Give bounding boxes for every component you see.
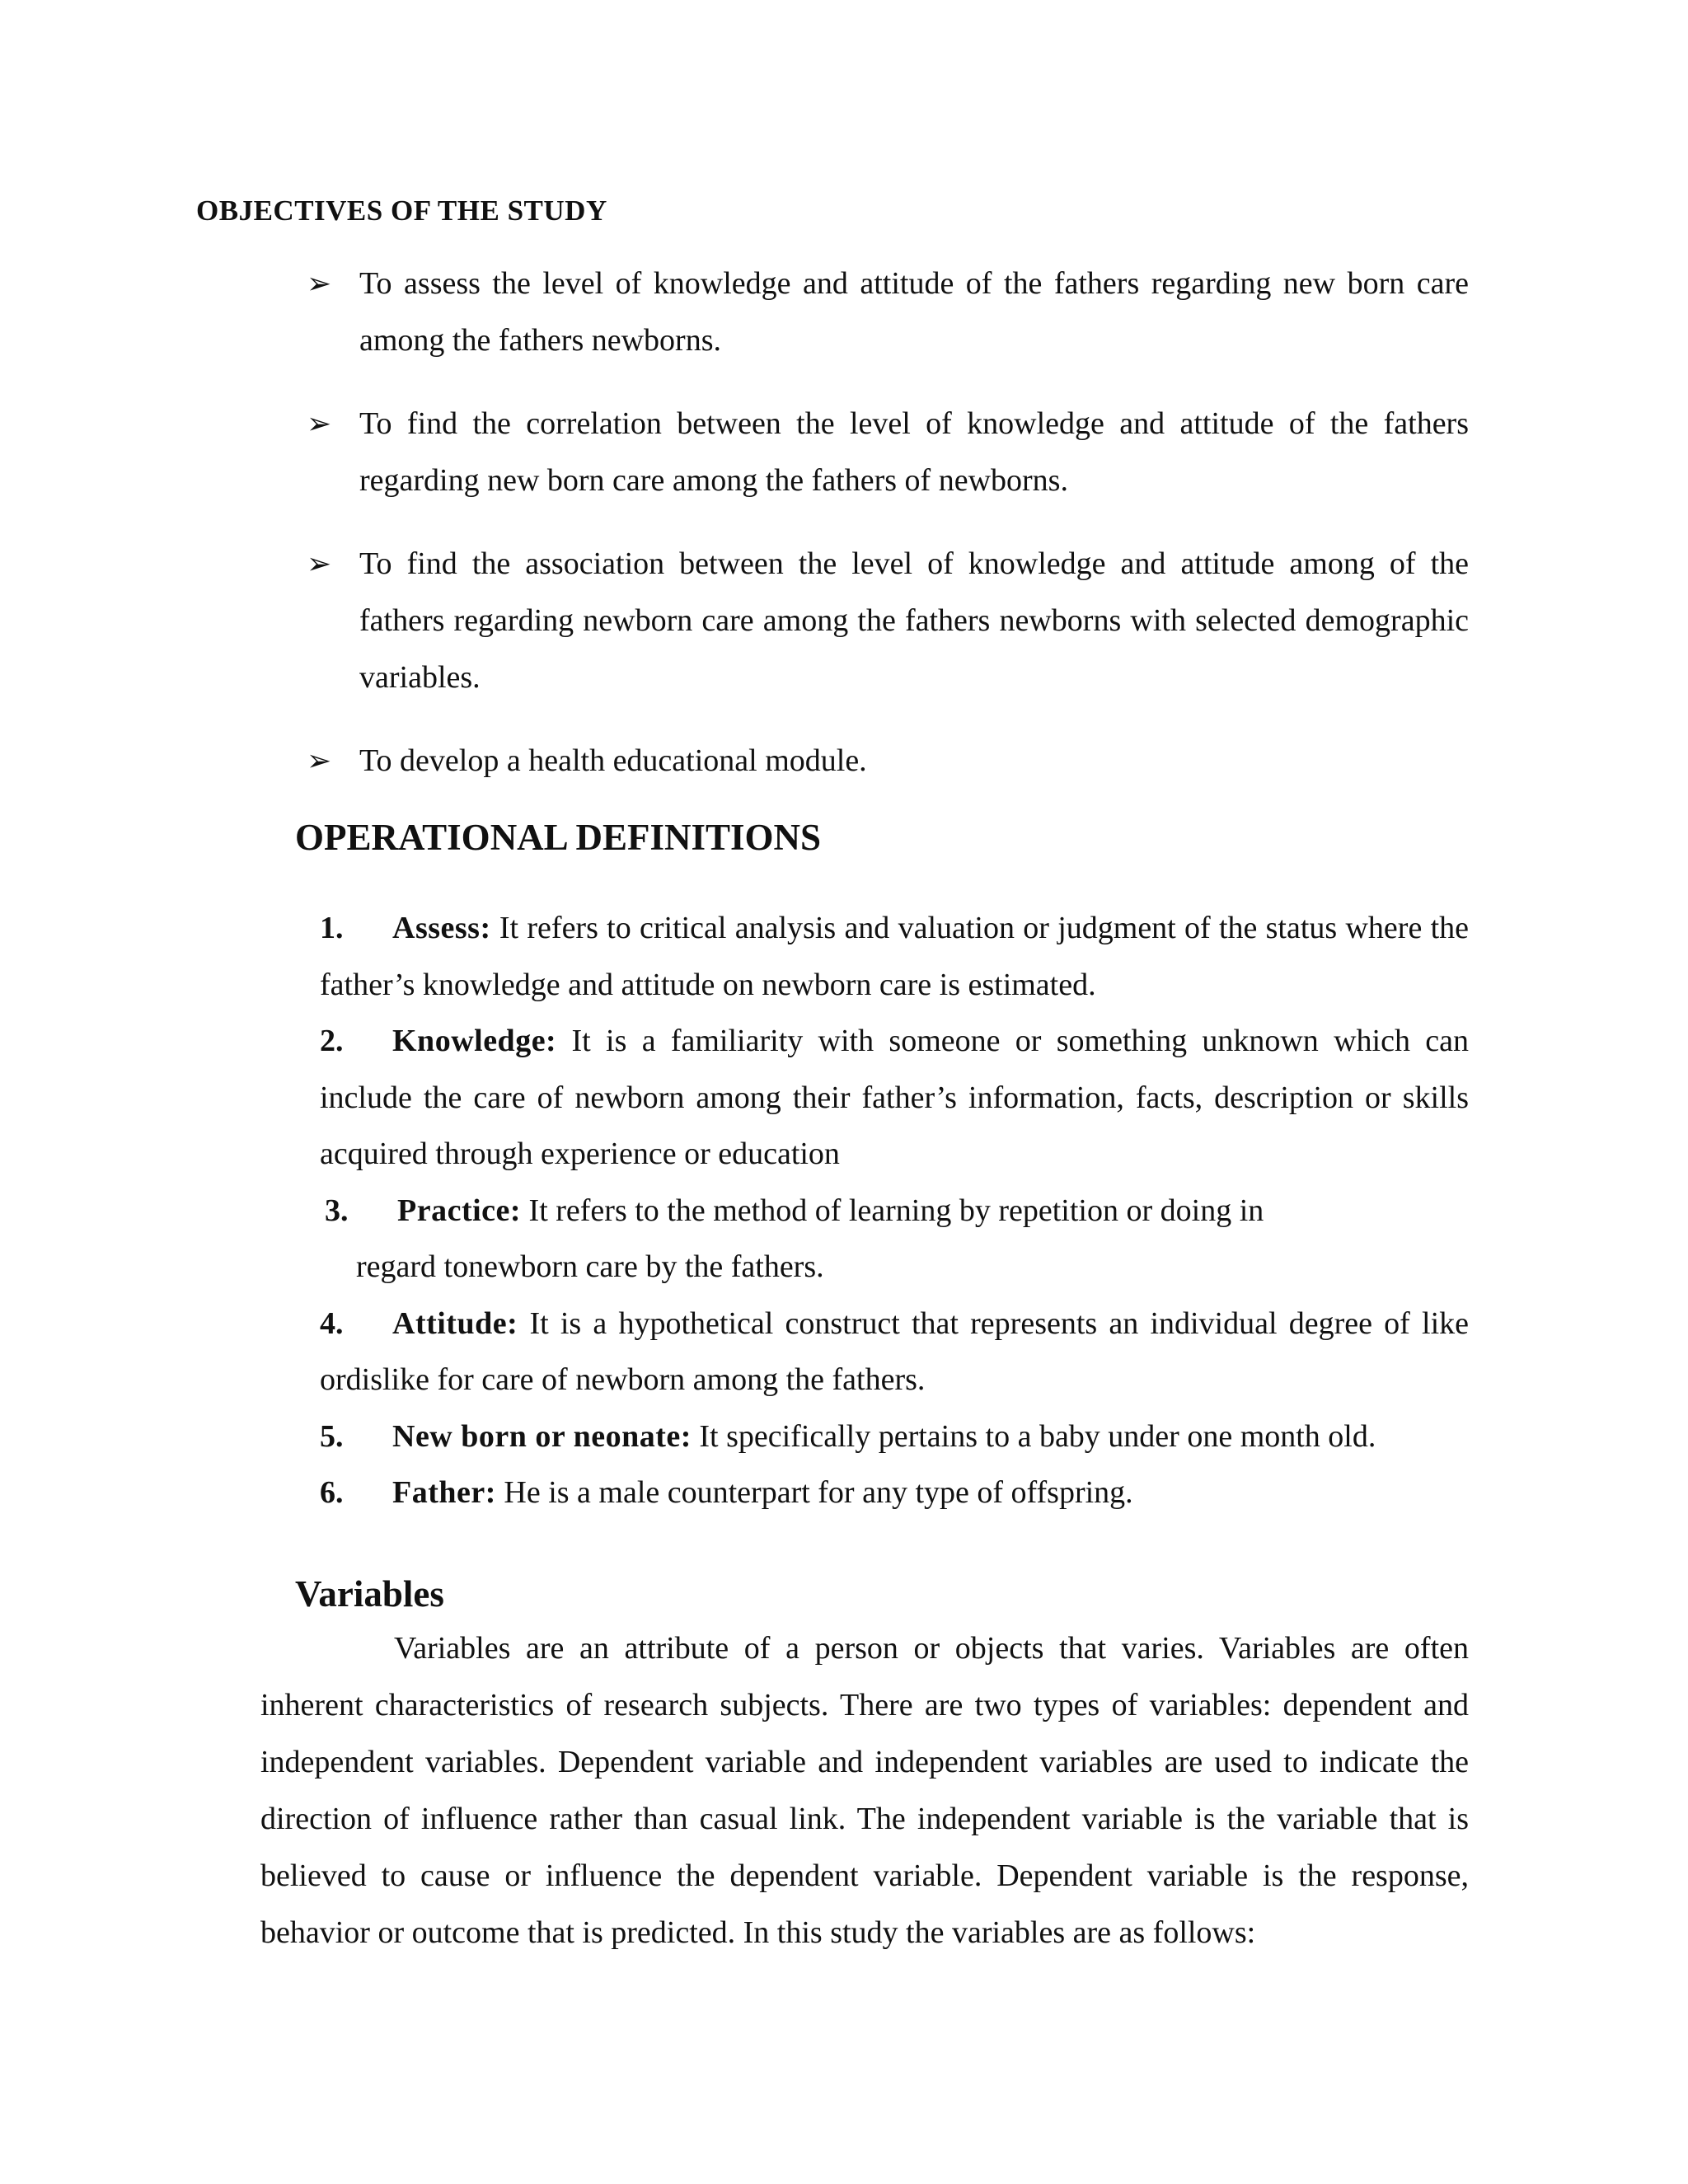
definition-number: 6. xyxy=(320,1475,344,1510)
variables-heading: Variables xyxy=(295,1573,444,1615)
objectives-list xyxy=(307,255,1469,816)
definition-item xyxy=(320,900,1469,1013)
objective-item xyxy=(307,255,1469,369)
definition-item xyxy=(320,1296,1469,1408)
objective-item xyxy=(307,536,1469,706)
definition-text: It refers to the method of learning by repetition or doing in xyxy=(528,1193,1264,1228)
definition-term: Knowledge: xyxy=(392,1024,557,1058)
definition-item xyxy=(320,1013,1469,1183)
definition-text: It is a familiarity with someone or something unknown which can include the care of newborn among their father’s information, facts, description or skills acquired through experience or education xyxy=(320,1024,1470,1171)
definition-number: 4. xyxy=(320,1305,344,1341)
definition-text: He is a male counterpart for any type of offspring. xyxy=(504,1475,1133,1510)
variables-paragraph: Variables are an attribute of a person or objects that varies. Variables are often inherent characteristics of research subjects. There are two types of variables: dependent and independent variables. Dependent variable and independent variables are used to indicate the direction of influence rather than casual link. The independent variable is the variable that is believed to cause or influence the dependent variable. Dependent variable is the response, behavior or outcome that is predicted. In this study the variables are as follows: xyxy=(260,1631,1469,1950)
definitions-list xyxy=(320,900,1469,1521)
objective-text: To assess the level of knowledge and attitude of the fathers regarding new born care among the fathers newborns. xyxy=(359,266,1469,358)
definition-term: Assess: xyxy=(392,911,491,945)
objective-text: To find the correlation between the level of knowledge and attitude of the fathers regarding new born care among the fathers of newborns. xyxy=(359,406,1469,498)
objective-text: To find the association between the level of knowledge and attitude among of the fathers regarding newborn care among the fathers newborns with selected demographic variables. xyxy=(359,546,1469,695)
definition-item xyxy=(320,1183,1469,1296)
definition-term: Attitude: xyxy=(392,1305,518,1341)
definition-term: New born or neonate: xyxy=(392,1418,692,1454)
operational-definitions-heading: OPERATIONAL DEFINITIONS xyxy=(295,817,822,858)
definition-text: It specifically pertains to a baby under one month old. xyxy=(699,1418,1376,1454)
definition-item xyxy=(320,1408,1469,1465)
objectives-heading: OBJECTIVES OF THE STUDY xyxy=(196,194,607,227)
objective-item xyxy=(307,396,1469,509)
definition-number: 2. xyxy=(320,1024,344,1058)
definition-text: It refers to critical analysis and valuation or judgment of the status where the father’s knowledge and attitude on newborn care is estimated. xyxy=(320,911,1470,1002)
definition-term: Practice: xyxy=(397,1193,522,1228)
definition-term: Father: xyxy=(392,1475,496,1510)
arrowhead-bullet-icon: ➢ xyxy=(307,547,332,581)
arrowhead-bullet-icon: ➢ xyxy=(307,267,332,301)
definition-number: 5. xyxy=(320,1418,344,1454)
objective-text: To develop a health educational module. xyxy=(359,743,867,778)
definition-number: 1. xyxy=(320,911,344,945)
definition-text: It is a hypothetical construct that represents an individual degree of like ordislike for care of newborn among the fathers. xyxy=(320,1305,1470,1397)
definition-number: 3. xyxy=(325,1193,349,1228)
definition-item xyxy=(320,1465,1469,1521)
arrowhead-bullet-icon: ➢ xyxy=(307,407,332,441)
arrowhead-bullet-icon: ➢ xyxy=(307,744,332,778)
objective-item xyxy=(307,733,1469,790)
definition-continuation: regard tonewborn care by the fathers. xyxy=(356,1249,824,1284)
